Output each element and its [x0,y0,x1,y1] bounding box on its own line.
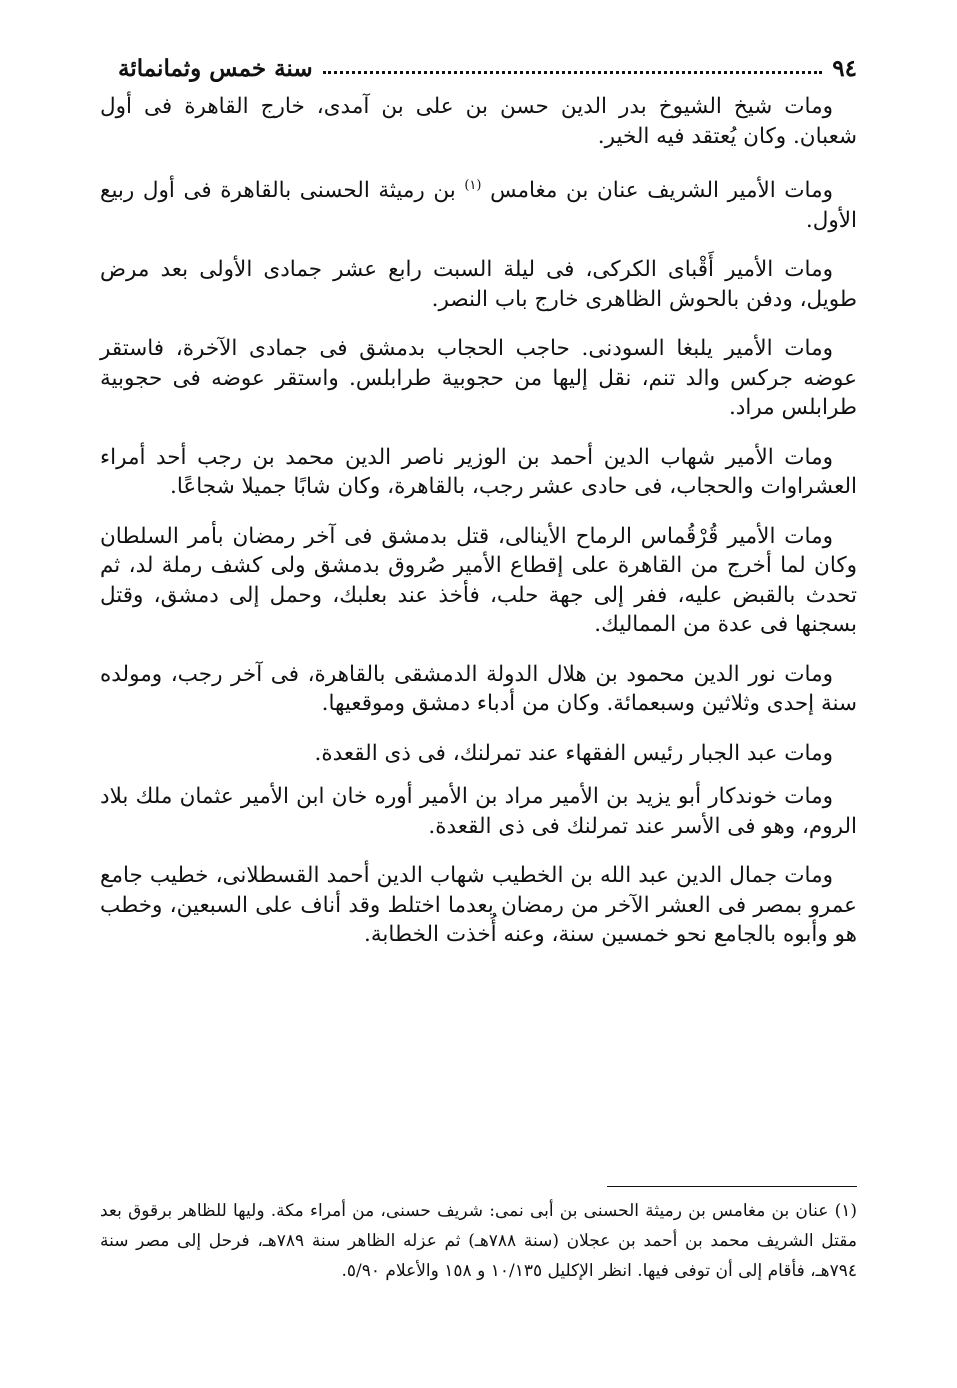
paragraph: ومات الأمير يلبغا السودنى. حاجب الحجاب بدمشق فى جمادى الآخرة، فاستقر عوضه جركس والد تنم، نقل إليها من حجوبية طرابلس. واستقر عوضه فى حجوبية طرابلس مراد. [100,336,857,421]
paragraph: ومات الأمير شهاب الدين أحمد بن الوزير ناصر الدين محمد بن رجب أحد أمراء العشراوات والحجاب، فى حادى عشر رجب، بالقاهرة، وكان شابًا جميلا شجاعًا. [100,444,857,500]
paragraph: ومات الأمير قُرْقُماس الرماح الأينالى، قتل بدمشق فى آخر رمضان بأمر السلطان وكان لما أخرج من القاهرة على إقطاع الأمير صُروق بدمشق ولى كشف رملة لد، ثم تحدث بالقبض عليه، ففر إلى جهة حلب، فأخذ عند بعلبك، وحمل إلى دمشق، وقتل بسجنها فى عدة من المماليك. [100,523,857,638]
paragraph: ومات شيخ الشيوخ بدر الدين حسن بن على بن آمدى، خارج القاهرة فى أول شعبان. وكان يُعتقد فيه الخير. [100,94,857,149]
paragraph-with-footnote-ref [100,171,857,235]
header-leader-dots [323,71,823,74]
footnote [100,1196,857,1286]
paragraph: ومات جمال الدين عبد الله بن الخطيب شهاب الدين أحمد القسطلانى، خطيب جامع عمرو بمصر فى العشر الآخر من رمضان بعدما اختلط وقد أناف على السبعين، وخطب هو وأبوه بالجامع نحو خمسين سنة، وعنه أُخذت الخطابة. [100,863,857,948]
paragraph-text: بن رميثة الحسنى بالقاهرة فى أول ربيع [100,178,456,204]
paragraph: ومات عبد الجبار رئيس الفقهاء عند تمرلنك، فى ذى القعدة. [314,740,833,766]
footnote-text: (١) عنان بن مغامس بن رميثة الحسنى بن أبى نمى: شريف حسنى، من أمراء مكة. وليها للظاهر برقوق بعد مقتل الشريف محمد بن أحمد بن عجلان (سنة ٧٨٨هـ) ثم عزله الظاهر سنة ٧٨٩هـ، فرحل إلى مصر سنة ٧٩٤هـ، فأقام إلى أن توفى فيها. انظر الإكليل ١٠/١٣٥ و ١٥٨ والأعلام ٥/٩٠. [100,1201,857,1281]
page-number: ٩٤ [832,54,857,82]
paragraph: ومات خوندكار أبو يزيد بن الأمير مراد بن الأمير أوره خان ابن الأمير عثمان ملك بلاد الروم، وهو فى الأسر عند تمرلنك فى ذى القعدة. [100,784,857,839]
footnote-reference[interactable]: (١) [464,178,482,193]
running-title: سنة خمس وثمانمائة [118,54,313,82]
page-header [118,48,857,88]
paragraph-text: ومات الأمير الشريف عنان بن مغامس [490,178,833,204]
footnote-divider [607,1186,857,1187]
paragraph: ومات الأمير أَقْباى الكركى، فى ليلة السبت رابع عشر جمادى الأولى بعد مرض طويل، ودفن بالحوش الظاهرى خارج باب النصر. [100,257,857,312]
paragraph-text: الأول. [805,207,857,233]
paragraph: ومات نور الدين محمود بن هلال الدولة الدمشقى بالقاهرة، فى آخر رجب، ومولده سنة إحدى وثلاثين وسبعمائة. وكان من أدباء دمشق وموقعيها. [100,661,857,717]
main-text [100,92,857,970]
